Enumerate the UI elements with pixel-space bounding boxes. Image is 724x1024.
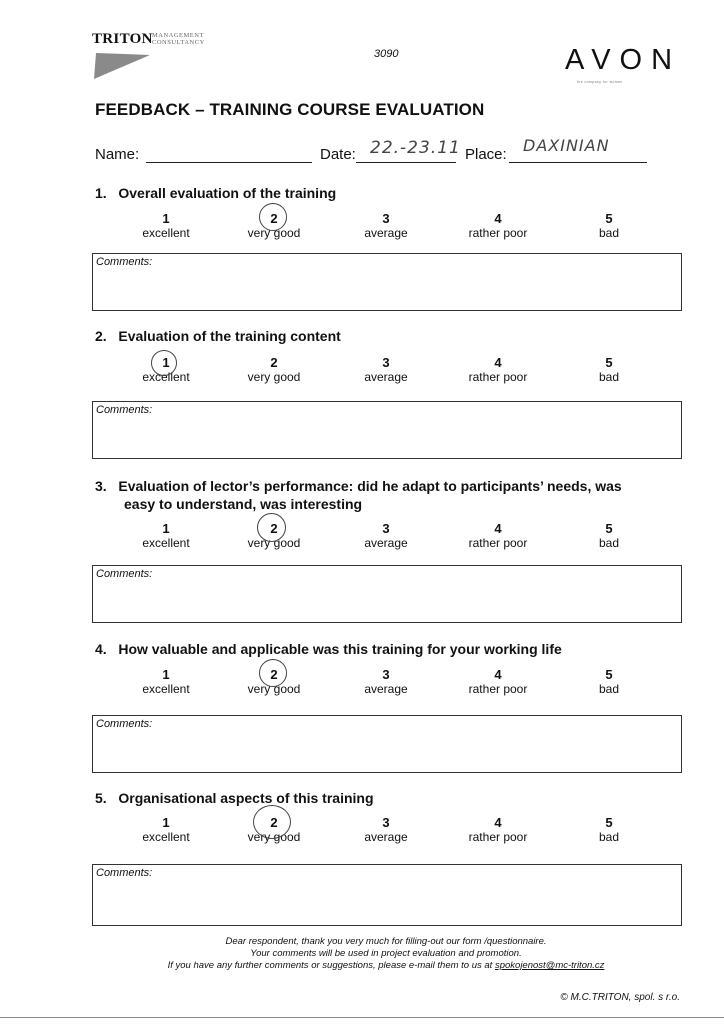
triton-subtitle: MANAGEMENT CONSULTANCY [152, 32, 205, 46]
rating-option-1[interactable]: 1 excellent [142, 355, 190, 384]
question-1-comments-box[interactable]: Comments: [92, 253, 682, 311]
rating-option-2[interactable]: 2 very good [247, 355, 301, 384]
name-field[interactable] [146, 146, 312, 163]
question-4-scale [0, 667, 724, 697]
rating-option-2[interactable]: 2 very good [247, 211, 301, 240]
page-bottom-line [0, 1017, 724, 1018]
rating-option-3[interactable]: 3 average [364, 355, 408, 384]
date-field[interactable] [356, 138, 461, 163]
rating-option-5[interactable]: 5 bad [598, 815, 620, 844]
date-value: 22.-23.11 [370, 138, 461, 158]
question-3-title: 3. Evaluation of lector’s performance: did he adapt to participants’ needs, was easy to understand, was interesting [95, 478, 622, 512]
selected-rating-circle [259, 659, 287, 687]
rating-option-3[interactable]: 3 average [364, 521, 408, 550]
rating-option-2[interactable]: 2 very good [247, 521, 301, 550]
date-label: Date: [320, 146, 356, 163]
triton-logo-mark [92, 49, 152, 81]
triton-name: TRITON [92, 31, 153, 47]
avon-tagline: the company for women [577, 80, 623, 84]
rating-option-1[interactable]: 1 excellent [142, 521, 190, 550]
rating-option-5[interactable]: 5 bad [598, 521, 620, 550]
selected-rating-circle [151, 350, 177, 376]
rating-option-4[interactable]: 4 rather poor [468, 355, 528, 384]
contact-email-link[interactable]: spokojenost@mc-triton.cz [494, 960, 605, 971]
question-2-scale [0, 355, 724, 385]
place-label: Place: [465, 146, 507, 163]
question-2-comments-box[interactable]: Comments: [92, 401, 682, 459]
place-field[interactable] [509, 136, 647, 163]
copyright: © M.C.TRITON, spol. s r.o. [560, 992, 680, 1003]
rating-option-1[interactable]: 1 excellent [142, 211, 190, 240]
rating-option-5[interactable]: 5 bad [598, 667, 620, 696]
question-3-comments-box[interactable]: Comments: [92, 565, 682, 623]
rating-option-4[interactable]: 4 rather poor [468, 211, 528, 240]
page-title: FEEDBACK – TRAINING COURSE EVALUATION [95, 100, 485, 119]
question-1-scale [0, 211, 724, 241]
selected-rating-circle [259, 203, 287, 231]
rating-option-3[interactable]: 3 average [364, 815, 408, 844]
rating-option-2[interactable]: 2 very good [247, 667, 301, 696]
question-5-scale [0, 815, 724, 845]
question-2-title: 2. Evaluation of the training content [95, 328, 341, 344]
question-3-scale [0, 521, 724, 551]
rating-option-4[interactable]: 4 rather poor [468, 815, 528, 844]
question-1-title: 1. Overall evaluation of the training [95, 185, 337, 201]
question-5-comments-box[interactable]: Comments: [92, 864, 682, 926]
question-4-title: 4. How valuable and applicable was this training for your working life [95, 641, 562, 657]
rating-option-4[interactable]: 4 rather poor [468, 521, 528, 550]
rating-option-2[interactable]: 2 very good [247, 815, 301, 844]
rating-option-3[interactable]: 3 average [364, 667, 408, 696]
rating-option-3[interactable]: 3 average [364, 211, 408, 240]
selected-rating-circle [257, 513, 286, 542]
rating-option-1[interactable]: 1 excellent [142, 815, 190, 844]
place-value: DAXINIAN [523, 136, 610, 155]
selected-rating-circle [253, 805, 291, 839]
form-number: 3090 [374, 48, 399, 60]
question-4-comments-box[interactable]: Comments: [92, 715, 682, 773]
footer-note: Dear respondent, thank you very much for filling-out our form /questionnaire. Your comments will be used in project evaluation and promotion. If you have any further comments or suggestions, please e-mail them to us at spokojenost@mc-triton.cz [167, 936, 605, 971]
rating-option-1[interactable]: 1 excellent [142, 667, 190, 696]
name-label: Name: [95, 146, 140, 163]
rating-option-5[interactable]: 5 bad [598, 355, 620, 384]
avon-name: AVON [565, 44, 682, 76]
triton-logo [92, 31, 232, 81]
avon-logo [565, 44, 695, 84]
rating-option-5[interactable]: 5 bad [598, 211, 620, 240]
question-5-title: 5. Organisational aspects of this training [95, 790, 374, 806]
rating-option-4[interactable]: 4 rather poor [468, 667, 528, 696]
